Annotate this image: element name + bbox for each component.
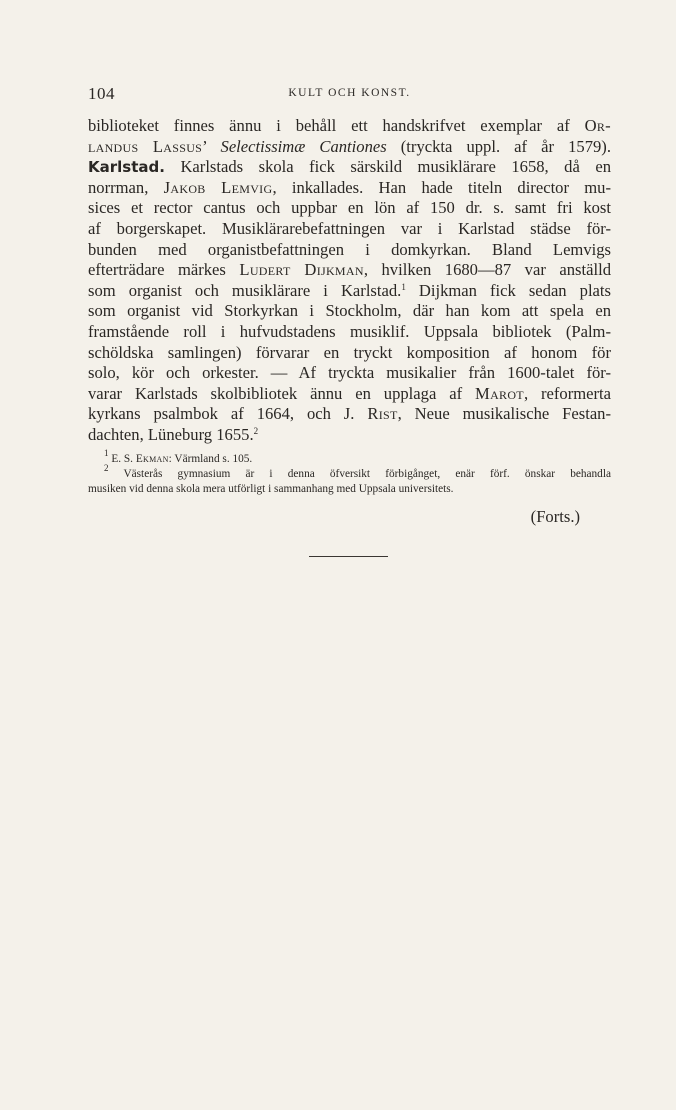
footnote-2: $^2$ Västerås gymnasium är i denna öfversikt förbigånget, enär förf. önskar behandla <box>104 463 611 480</box>
person-name: Ludert Dijkman <box>239 260 364 280</box>
text-line: kyrkans psalmbok af 1664, och J. Rist, Neue musikalische Festan- <box>88 404 612 424</box>
page-number: 104 <box>88 84 115 103</box>
footnote-marker: 2 <box>253 425 259 436</box>
person-name: landus Lassus <box>88 136 203 156</box>
text-line: varar Karlstads skolbibliotek ännu en upplaga af Marot, reformerta <box>88 383 611 403</box>
footnote-2-continued: musiken vid denna skola mera utförligt i sammanhang med Uppsala universitets. <box>88 483 454 495</box>
footnote-marker: 2 <box>104 463 109 473</box>
text-line: som organist vid Storkyrkan i Stockholm, där han kom att spela en <box>88 301 611 321</box>
running-head <box>88 84 611 104</box>
section-heading: Karlstad. <box>88 158 165 177</box>
text-line: landus Lassus’ Selectissimæ Cantiones (tryckta uppl. af år 1579). <box>88 136 611 156</box>
text-line: af borgerskapet. Musiklärarebefattningen var i Karlstad städse för- <box>88 218 611 238</box>
text-line: som organist och musiklärare i Karlstad.$^1$ Dijkman fick sedan plats <box>88 280 611 300</box>
person-name: Or- <box>584 116 611 135</box>
text-line: bunden med organistbefattningen i domkyrkan. Bland Lemvigs <box>88 239 611 259</box>
text-line: dachten, Lüneburg 1655.$^2$ <box>88 424 259 444</box>
text-line: sices et rector cantus och uppbar en lön af 150 dr. s. samt fri kost <box>88 198 611 218</box>
footnote-marker: 1 <box>104 448 109 458</box>
person-name: Marot <box>475 383 524 403</box>
text-line: framstående roll i hufvudstadens musiklif. Uppsala bibliotek (Palm- <box>88 321 611 341</box>
running-title: KULT OCH KONST. <box>288 87 411 99</box>
continuation-note: (Forts.) <box>530 507 580 526</box>
work-title: Selectissimæ Cantiones <box>220 136 387 156</box>
person-name: Ekman <box>135 453 169 465</box>
text-line: efterträdare märkes Ludert Dijkman, hvilken 1680—87 var anställd <box>88 260 611 280</box>
footnote-1: $^1$ E. S. Ekman: Värmland s. 105. <box>104 448 253 465</box>
footnotes <box>88 448 611 497</box>
person-name: Rist <box>367 404 398 424</box>
text-line: norrman, Jakob Lemvig, inkallades. Han hade titeln director mu- <box>88 177 611 197</box>
person-name: Jakob Lemvig <box>163 177 273 197</box>
text-line: Karlstad. Karlstads skola fick särskild musiklärare 1658, då en <box>88 157 611 177</box>
body-paragraph <box>88 116 611 446</box>
text-line: biblioteket finnes ännu i behåll ett handskrifvet exemplar af Or- <box>88 116 611 135</box>
footnote-marker: 1 <box>401 281 406 292</box>
text-line: schöldska samlingen) förvarar en tryckt komposition af honom för <box>88 342 611 362</box>
text-line: solo, kör och orkester. — Af tryckta musikalier från 1600-talet för- <box>88 363 611 383</box>
end-rule <box>309 556 388 557</box>
